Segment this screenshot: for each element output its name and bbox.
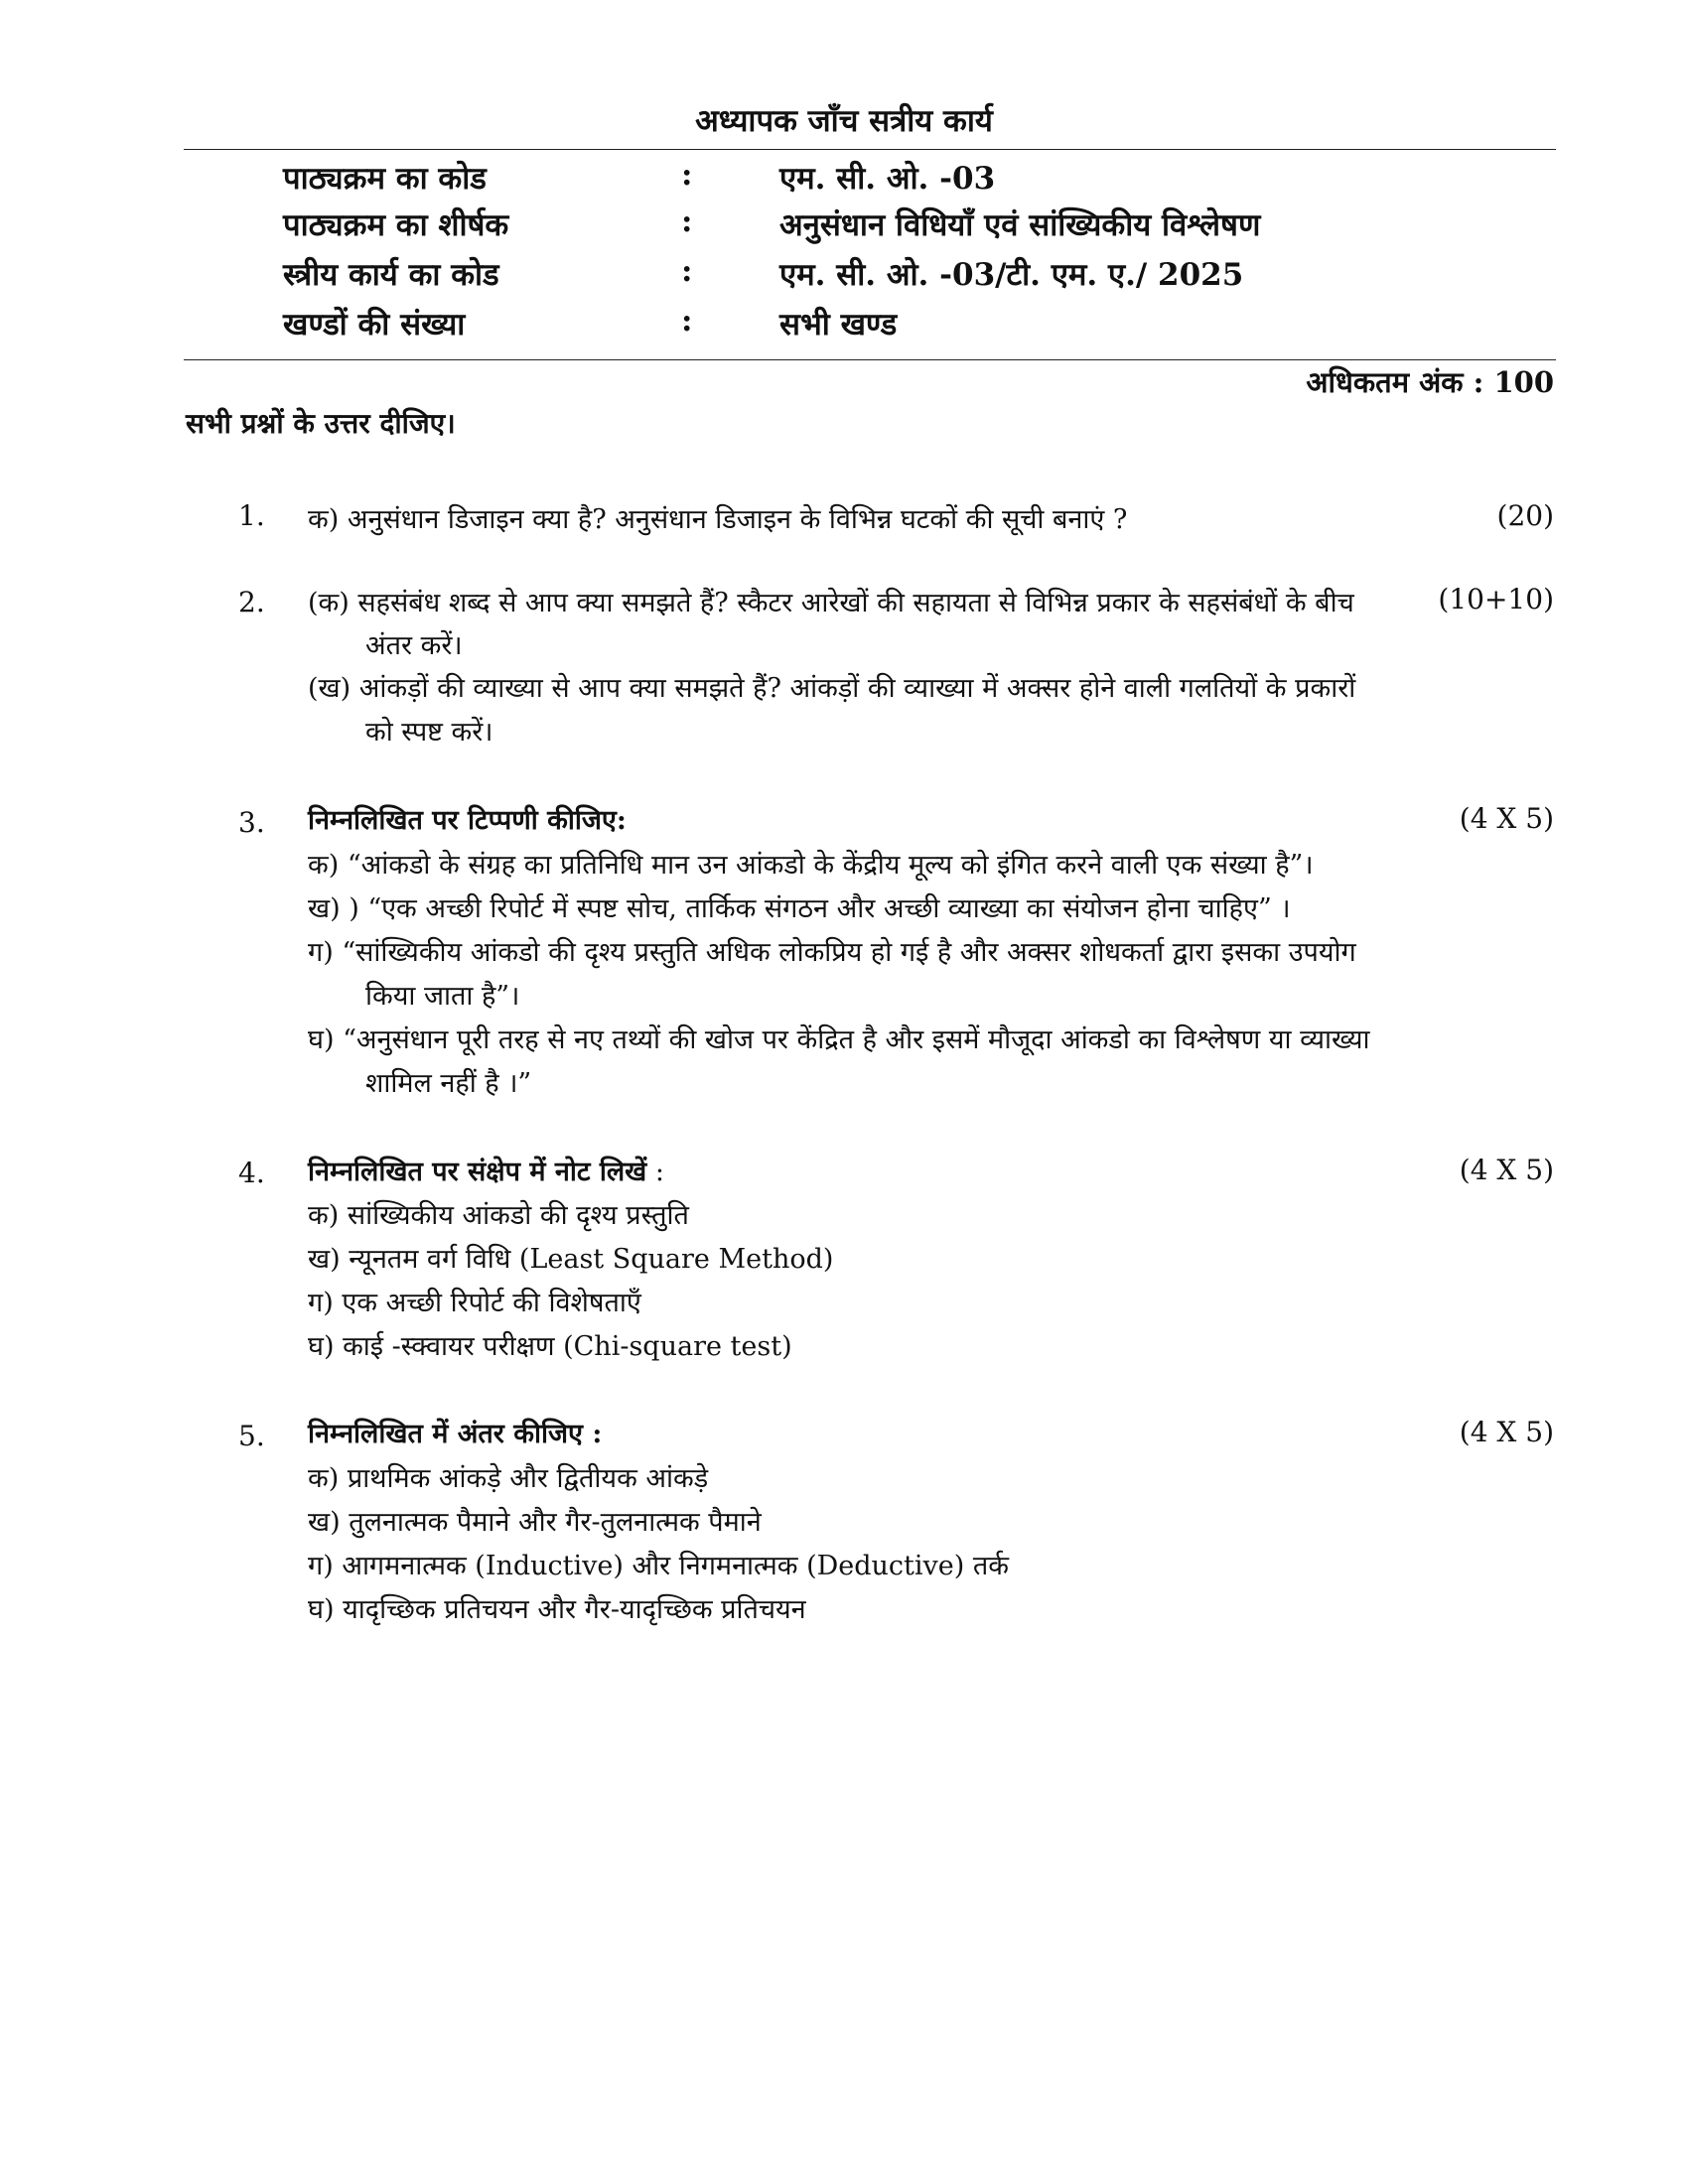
meta-colon: :	[681, 204, 693, 239]
question-line: घ) “अनुसंधान पूरी तरह से नए तथ्यों की खोज पर केंद्रित है और इसमें मौजूदा आंकडो का विश्लेषण या व्याख्या	[308, 1024, 1370, 1055]
meta-label: पाठ्यक्रम का शीर्षक	[283, 207, 509, 243]
question-line: (क) सहसंबंध शब्द से आप क्या समझते हैं? स्कैटर आरेखों की सहायता से विभिन्न प्रकार के सहसंबंधों के बीच	[308, 588, 1354, 618]
meta-row-course-code	[0, 157, 1688, 206]
question-line: ख) न्यूनतम वर्ग विधि (Least Square Method)	[308, 1244, 834, 1275]
question-marks: (10+10)	[1438, 583, 1554, 615]
question-heading: निम्नलिखित में अंतर कीजिए :	[308, 1419, 603, 1449]
question-line: क) अनुसंधान डिजाइन क्या है? अनुसंधान डिजाइन के विभिन्न घटकों की सूची बनाएं ?	[308, 504, 1128, 535]
meta-colon: :	[681, 303, 693, 339]
max-marks: अधिकतम अंक : 100	[1306, 365, 1554, 399]
meta-label: स्त्रीय कार्य का कोड	[283, 257, 499, 293]
header-top-rule	[184, 149, 1556, 150]
question-line: क) सांख्यिकीय आंकडो की दृश्य प्रस्तुति	[308, 1200, 689, 1231]
question-number: 2.	[238, 586, 265, 618]
meta-row-blocks	[0, 303, 1688, 352]
question-heading: निम्नलिखित पर संक्षेप में नोट लिखें	[308, 1157, 647, 1187]
question-line: ग) एक अच्छी रिपोर्ट की विशेषताएँ	[308, 1288, 641, 1318]
question-marks: (4 X 5)	[1459, 802, 1554, 835]
question-line: ग) “सांख्यिकीय आंकडो की दृश्य प्रस्तुति अधिक लोकप्रिय हो गई है और अक्सर शोधकर्ता द्वारा इसका उपयोग	[308, 937, 1356, 968]
question-line: शामिल नहीं है ।”	[365, 1068, 532, 1099]
question-heading-suffix: :	[646, 1157, 664, 1187]
meta-value: सभी खण्ड	[779, 307, 898, 342]
meta-label: खण्डों की संख्या	[283, 307, 466, 342]
question-line: घ) यादृच्छिक प्रतिचयन और गैर-यादृच्छिक प्रतिचयन	[308, 1594, 806, 1625]
question-number: 1.	[238, 499, 265, 532]
question-line: क) “आंकडो के संग्रह का प्रतिनिधि मान उन आंकडो के केंद्रीय मूल्य को इंगित करने वाली एक संख्या है”।	[308, 850, 1314, 881]
meta-value: एम. सी. ओ. -03	[779, 161, 996, 197]
question-line: ग) आगमनात्मक (Inductive) और निगमनात्मक (Deductive) तर्क	[308, 1551, 1010, 1581]
meta-colon: :	[681, 157, 693, 193]
question-heading-line	[308, 1152, 664, 1188]
question-line: को स्पष्ट करें।	[365, 717, 493, 748]
question-number: 5.	[238, 1420, 265, 1452]
question-number: 3.	[238, 806, 265, 839]
question-line: अंतर करें।	[365, 630, 463, 661]
question-line: किया जाता है”।	[365, 981, 520, 1012]
question-number: 4.	[238, 1157, 265, 1189]
question-marks: (4 X 5)	[1459, 1416, 1554, 1448]
question-heading: निम्नलिखित पर टिप्पणी कीजिए:	[308, 805, 627, 836]
meta-colon: :	[681, 253, 693, 289]
question-line: ख) ) “एक अच्छी रिपोर्ट में स्पष्ट सोच, तार्किक संगठन और अच्छी व्याख्या का संयोजन होना चाहिए” ।	[308, 893, 1291, 924]
meta-row-course-title	[0, 204, 1688, 253]
meta-label: पाठ्यक्रम का कोड	[283, 161, 487, 197]
meta-value: अनुसंधान विधियाँ एवं सांख्यिकीय विश्लेषण	[779, 207, 1261, 243]
question-line: ख) तुलनात्मक पैमाने और गैर-तुलनात्मक पैमाने	[308, 1507, 762, 1538]
meta-row-assignment-code	[0, 253, 1688, 303]
instruction: सभी प्रश्नों के उत्तर दीजिए।	[186, 407, 456, 440]
question-line: क) प्राथमिक आंकड़े और द्वितीयक आंकड़े	[308, 1463, 709, 1494]
question-marks: (4 X 5)	[1459, 1154, 1554, 1186]
question-line: (ख) आंकड़ों की व्याख्या से आप क्या समझते हैं? आंकड़ों की व्याख्या में अक्सर होने वाली गलतियों के प्रकारों	[308, 673, 1356, 704]
page-title: अध्यापक जाँच सत्रीय कार्य	[695, 103, 993, 139]
question-line: घ) काई -स्क्वायर परीक्षण (Chi-square test)	[308, 1331, 792, 1362]
question-marks: (20)	[1496, 499, 1554, 532]
meta-value: एम. सी. ओ. -03/टी. एम. ए./ 2025	[779, 257, 1244, 293]
header-bottom-rule	[184, 359, 1556, 360]
